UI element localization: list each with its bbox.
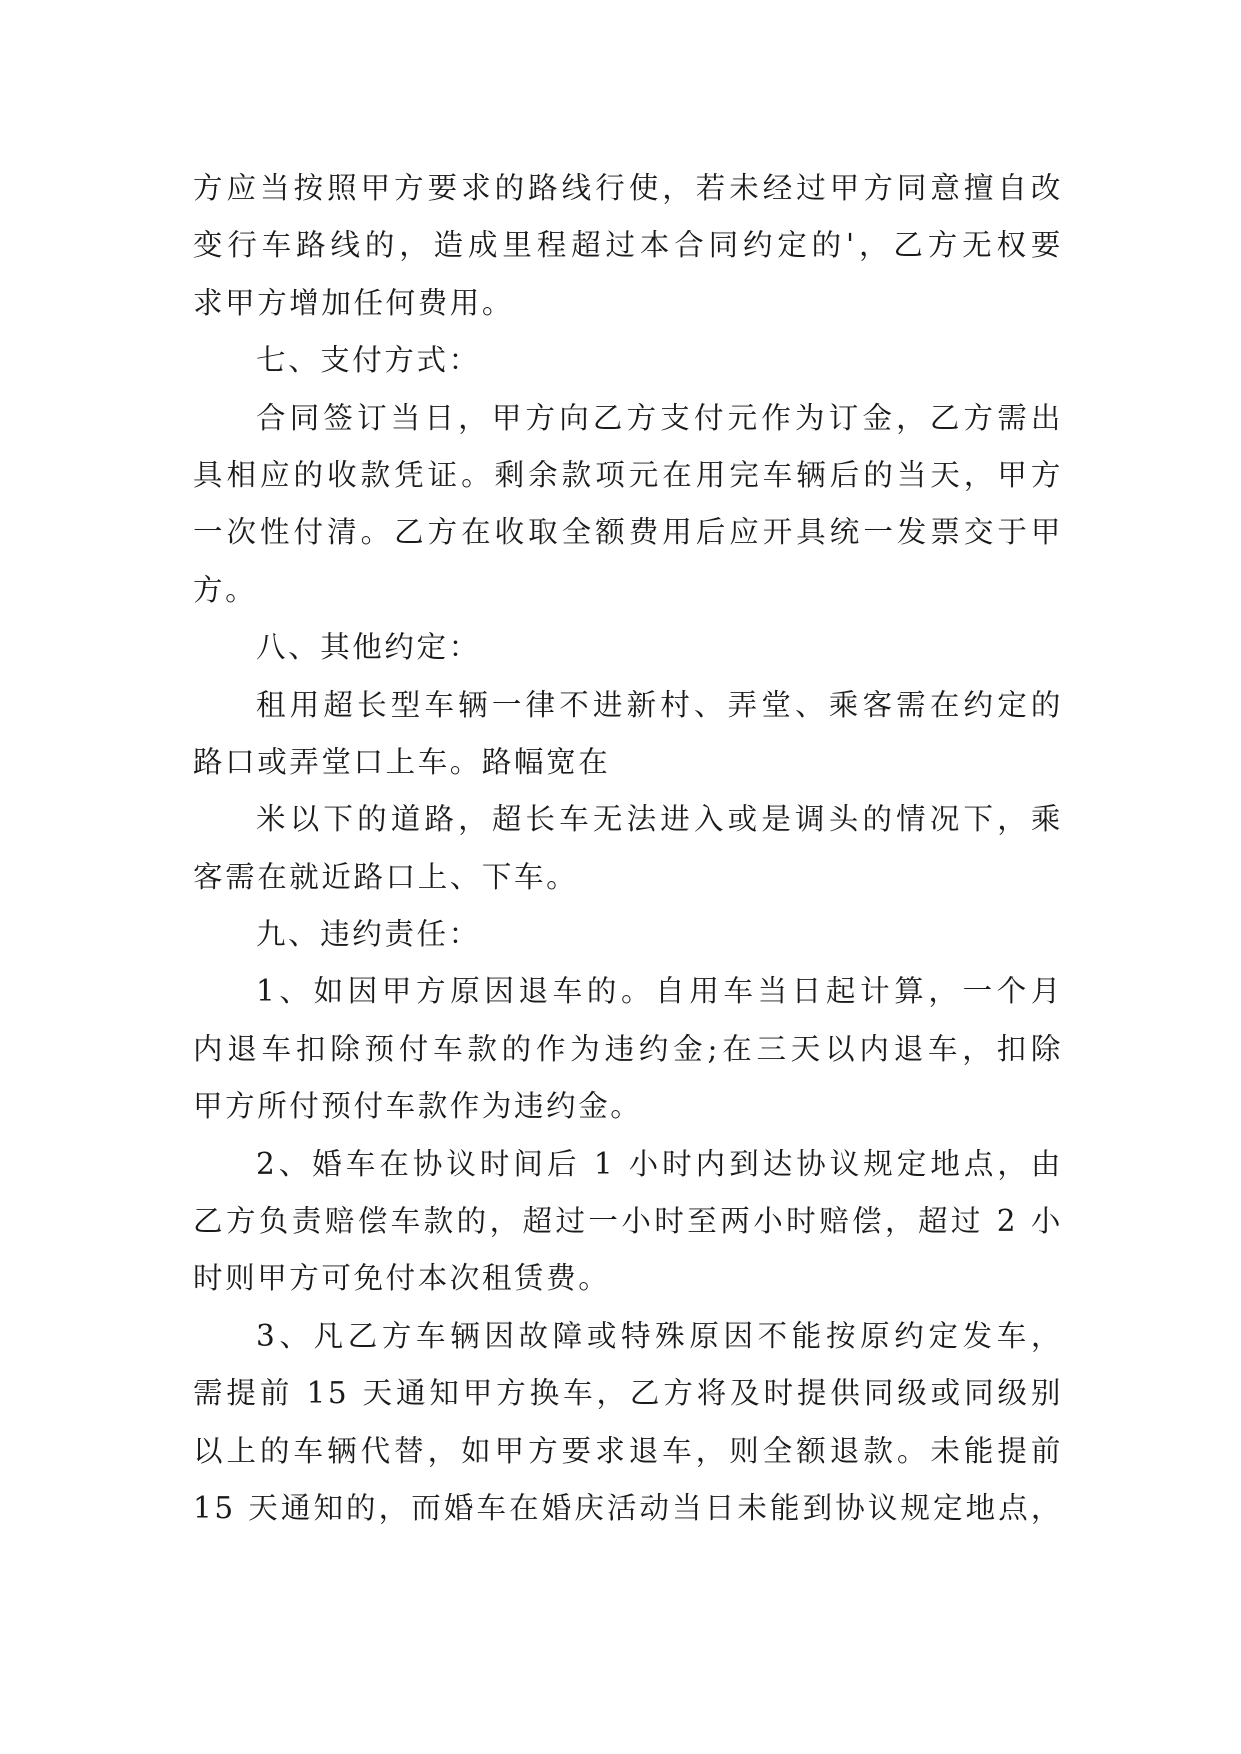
text-line: 具相应的收款凭证。剩余款项元在用完车辆后的当天，甲方 xyxy=(193,457,1063,492)
text-line: 乙方负责赔偿车款的，超过一小时至两小时赔偿，超过 2 小 xyxy=(193,1204,1063,1239)
text-line: 一次性付清。乙方在收取全额费用后应开具统一发票交于甲 xyxy=(193,515,1063,550)
text-line: 求甲方增加任何费用。 xyxy=(193,285,515,320)
text-line: 合同签订当日，甲方向乙方支付元作为订金，乙方需出 xyxy=(256,400,1063,435)
text-line: 租用超长型车辆一律不进新村、弄堂、乘客需在约定的 xyxy=(256,687,1063,722)
text-line: 变行车路线的，造成里程超过本合同约定的'，乙方无权要 xyxy=(193,228,1063,263)
text-line: 八、其他约定： xyxy=(256,630,481,665)
text-line: 米以下的道路，超长车无法进入或是调头的情况下，乘 xyxy=(256,802,1063,837)
text-line: 时则甲方可免付本次租赁费。 xyxy=(193,1261,611,1296)
text-line: 甲方所付预付车款作为违约金。 xyxy=(193,1089,643,1124)
text-line: 1、如因甲方原因退车的。自用车当日起计算，一个月 xyxy=(256,974,1063,1009)
text-line: 3、凡乙方车辆因故障或特殊原因不能按原约定发车， xyxy=(256,1318,1063,1353)
text-line: 2、婚车在协议时间后 1 小时内到达协议规定地点，由 xyxy=(256,1146,1063,1181)
text-line: 需提前 15 天通知甲方换车，乙方将及时提供同级或同级别 xyxy=(193,1376,1063,1411)
text-line: 方应当按照甲方要求的路线行使，若未经过甲方同意擅自改 xyxy=(193,171,1063,205)
text-line: 以上的车辆代替，如甲方要求退车，则全额退款。未能提前 xyxy=(193,1433,1063,1468)
text-line: 内退车扣除预付车款的作为违约金;在三天以内退车，扣除 xyxy=(193,1031,1063,1066)
text-line: 客需在就近路口上、下车。 xyxy=(193,859,579,894)
text-line: 七、支付方式： xyxy=(256,343,481,378)
text-line: 九、违约责任： xyxy=(256,917,481,952)
text-line: 路口或弄堂口上车。路幅宽在 xyxy=(193,744,611,779)
document-body xyxy=(193,160,1063,1537)
text-line: 15 天通知的，而婚车在婚庆活动当日未能到协议规定地点， xyxy=(193,1490,1063,1525)
text-line: 方。 xyxy=(193,572,258,607)
